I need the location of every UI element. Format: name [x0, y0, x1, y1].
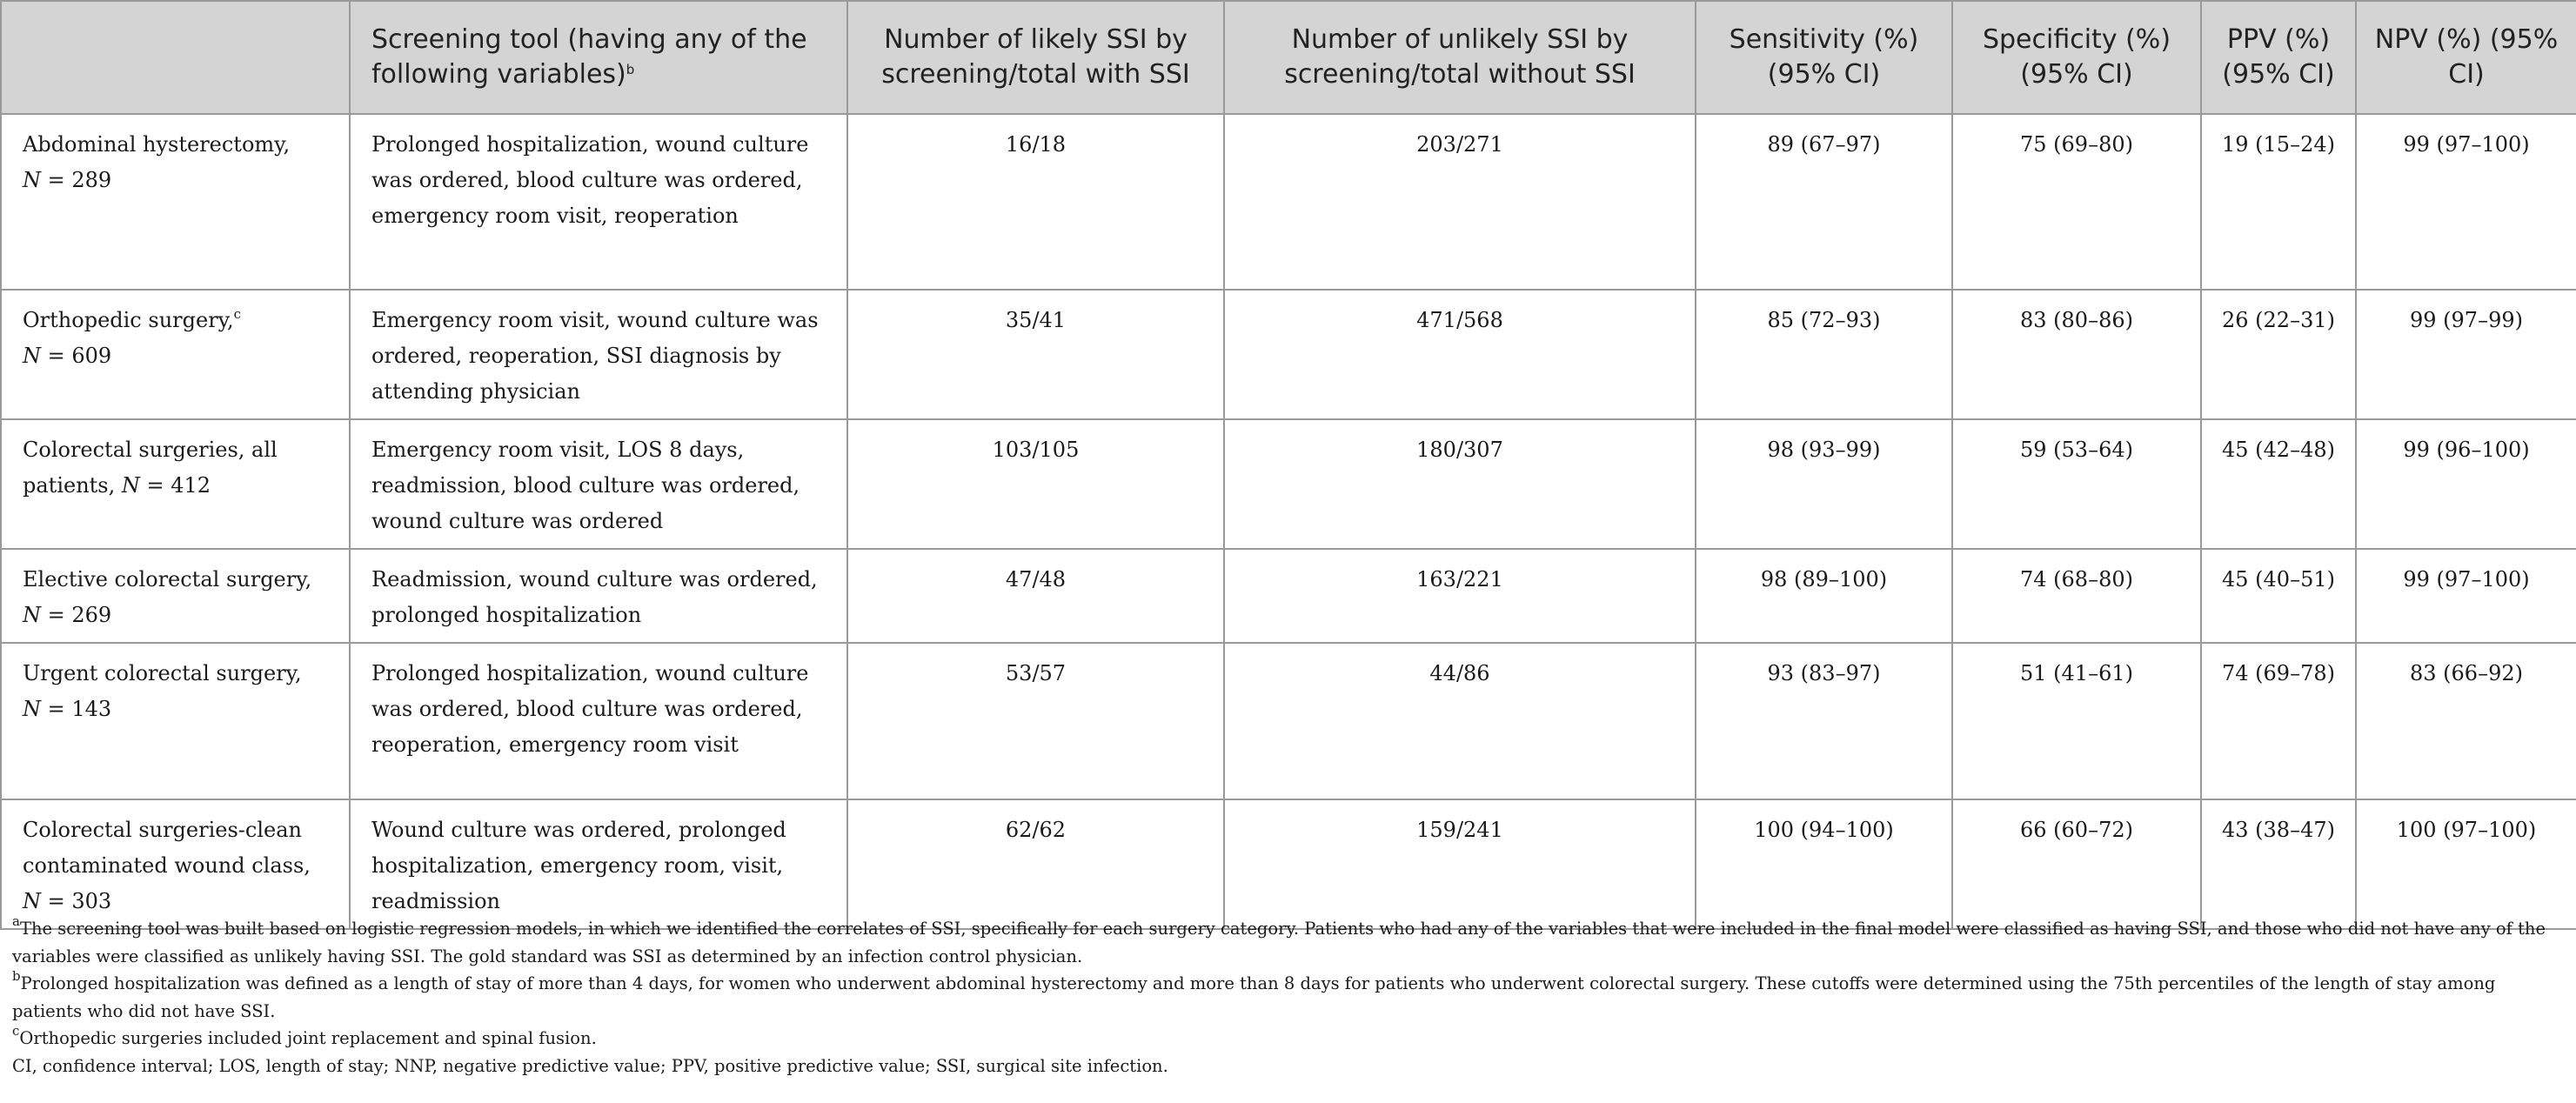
- header-specificity: Specificity (%) (95% CI): [1952, 1, 2201, 114]
- ppv-cell: 19 (15–24): [2201, 114, 2356, 290]
- likely-ssi-cell: 16/18: [847, 114, 1224, 290]
- screening-tool-cell: Prolonged hospitalization, wound culture was ordered, blood culture was ordered, reoperation, emergency room visit: [350, 643, 847, 799]
- table-row: [1, 114, 2576, 290]
- screening-tool-cell: Wound culture was ordered, prolonged hospitalization, emergency room, visit, readmission: [350, 799, 847, 929]
- npv-cell: 99 (96–100): [2356, 419, 2576, 549]
- header-screening-tool: Screening tool (having any of the following variables)$^b$: [350, 1, 847, 114]
- screening-tool-cell: Prolonged hospitalization, wound culture was ordered, blood culture was ordered, emergency room visit, reoperation: [350, 114, 847, 290]
- sensitivity-cell: 98 (93–99): [1696, 419, 1952, 549]
- ppv-cell: 45 (42–48): [2201, 419, 2356, 549]
- header-category: [1, 1, 350, 114]
- table-row: [1, 549, 2576, 643]
- likely-ssi-cell: 35/41: [847, 290, 1224, 419]
- specificity-cell: 74 (68–80): [1952, 549, 2201, 643]
- sensitivity-cell: 89 (67–97): [1696, 114, 1952, 290]
- sample-size: = 412: [146, 473, 211, 498]
- ppv-cell: 45 (40–51): [2201, 549, 2356, 643]
- sensitivity-cell: 98 (89–100): [1696, 549, 1952, 643]
- screening-tool-cell: Readmission, wound culture was ordered, prolonged hospitalization: [350, 549, 847, 643]
- sample-size: = 289: [47, 168, 112, 192]
- n-symbol: N: [23, 168, 41, 192]
- sample-size: = 143: [47, 697, 112, 721]
- unlikely-ssi-cell: 163/221: [1224, 549, 1696, 643]
- header-ppv: PPV (%) (95% CI): [2201, 1, 2356, 114]
- n-symbol: N: [23, 344, 41, 368]
- specificity-cell: 51 (41–61): [1952, 643, 2201, 799]
- n-symbol: N: [23, 697, 41, 721]
- npv-cell: 99 (97–99): [2356, 290, 2576, 419]
- n-symbol: N: [23, 889, 41, 913]
- npv-cell: 99 (97–100): [2356, 549, 2576, 643]
- header-sensitivity: Sensitivity (%) (95% CI): [1696, 1, 1952, 114]
- category-cell: Colorectal surgeries-clean contaminated wound class, N = 303: [1, 799, 350, 929]
- unlikely-ssi-cell: 203/271: [1224, 114, 1696, 290]
- sensitivity-cell: 93 (83–97): [1696, 643, 1952, 799]
- category-cell: Colorectal surgeries, all patients, N = 412: [1, 419, 350, 549]
- footnote-marker: b: [626, 62, 635, 77]
- n-symbol: N: [23, 603, 41, 627]
- footnote-marker: c: [233, 306, 242, 322]
- header-unlikely-ssi: Number of unlikely SSI by screening/total without SSI: [1224, 1, 1696, 114]
- table-row: [1, 290, 2576, 419]
- n-symbol: N: [121, 473, 140, 498]
- abbreviations-note: CI, confidence interval; LOS, length of stay; NNP, negative predictive value; PPV, positive predictive value; SSI, surgical site infection.: [12, 1055, 1168, 1076]
- specificity-cell: 75 (69–80): [1952, 114, 2201, 290]
- npv-cell: 99 (97–100): [2356, 114, 2576, 290]
- sensitivity-cell: 85 (72–93): [1696, 290, 1952, 419]
- screening-tool-cell: Emergency room visit, LOS 8 days, readmission, blood culture was ordered, wound culture was ordered: [350, 419, 847, 549]
- likely-ssi-cell: 62/62: [847, 799, 1224, 929]
- category-cell: Orthopedic surgery,$^c$ N = 609: [1, 290, 350, 419]
- unlikely-ssi-cell: 44/86: [1224, 643, 1696, 799]
- table-row: [1, 799, 2576, 929]
- sensitivity-cell: 100 (94–100): [1696, 799, 1952, 929]
- footnote-marker: a: [12, 913, 20, 929]
- category-cell: Urgent colorectal surgery, N = 143: [1, 643, 350, 799]
- specificity-cell: 83 (80–86): [1952, 290, 2201, 419]
- header-npv: NPV (%) (95% CI): [2356, 1, 2576, 114]
- likely-ssi-cell: 47/48: [847, 549, 1224, 643]
- likely-ssi-cell: 103/105: [847, 419, 1224, 549]
- sample-size: = 303: [47, 889, 112, 913]
- table-row: [1, 643, 2576, 799]
- npv-cell: 100 (97–100): [2356, 799, 2576, 929]
- ppv-cell: 43 (38–47): [2201, 799, 2356, 929]
- npv-cell: 83 (66–92): [2356, 643, 2576, 799]
- sample-size: = 609: [47, 344, 112, 368]
- ppv-cell: 74 (69–78): [2201, 643, 2356, 799]
- footnote-c: $^c$Orthopedic surgeries included joint replacement and spinal fusion.: [12, 1023, 597, 1048]
- footnote-b: $^b$Prolonged hospitalization was defined as a length of stay of more than 4 days, for women who underwent abdominal hysterectomy and more than 8 days for patients who underwent colorectal surgery. These cutoffs were determined using the 75th percentiles of the length of stay among patients who did not have SSI.: [12, 968, 2496, 1021]
- unlikely-ssi-cell: 180/307: [1224, 419, 1696, 549]
- specificity-cell: 59 (53–64): [1952, 419, 2201, 549]
- footnote-marker: c: [12, 1023, 20, 1039]
- table-footnotes: [12, 915, 2561, 1080]
- screening-tool-cell: Emergency room visit, wound culture was ordered, reoperation, SSI diagnosis by attending physician: [350, 290, 847, 419]
- table-row: [1, 419, 2576, 549]
- category-cell: Elective colorectal surgery, N = 269: [1, 549, 350, 643]
- unlikely-ssi-cell: 471/568: [1224, 290, 1696, 419]
- unlikely-ssi-cell: 159/241: [1224, 799, 1696, 929]
- ppv-cell: 26 (22–31): [2201, 290, 2356, 419]
- specificity-cell: 66 (60–72): [1952, 799, 2201, 929]
- header-likely-ssi: Number of likely SSI by screening/total with SSI: [847, 1, 1224, 114]
- footnote-marker: b: [12, 968, 21, 984]
- footnote-a: $^a$The screening tool was built based on logistic regression models, in which we identified the correlates of SSI, specifically for each surgery category. Patients who had any of the variables that were included in the final model were classified as having SSI, and those who did not have any of the variables were classified as unlikely having SSI. The gold standard was SSI as determined by an infection control physician.: [12, 913, 2546, 966]
- category-cell: Abdominal hysterectomy, N = 289: [1, 114, 350, 290]
- likely-ssi-cell: 53/57: [847, 643, 1224, 799]
- table-header-row: [1, 1, 2576, 114]
- sample-size: = 269: [47, 603, 112, 627]
